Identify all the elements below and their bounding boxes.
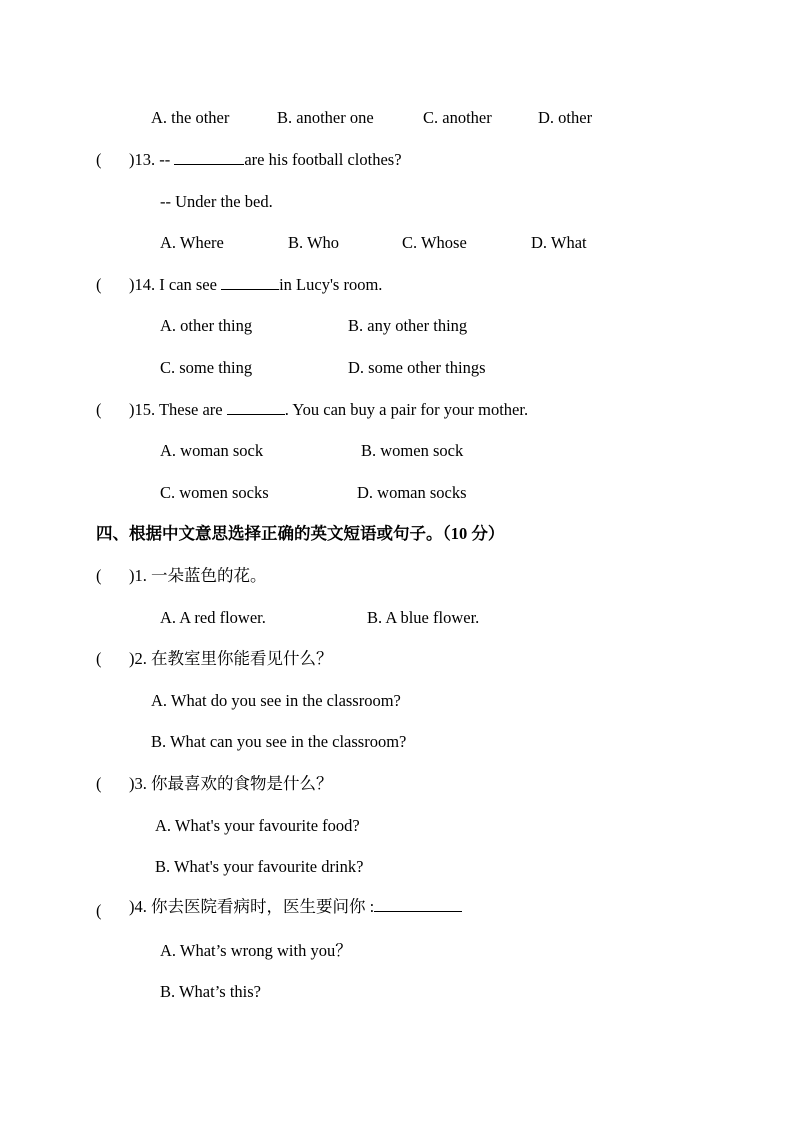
s4-q2-option-b: B. What can you see in the classroom? xyxy=(151,732,407,751)
q13-answer-line: -- Under the bed. xyxy=(160,192,273,211)
q14-blank xyxy=(221,289,279,290)
section-4-heading: 四、根据中文意思选择正确的英文短语或句子。（10 分） xyxy=(96,524,505,543)
s4-q4-answer-paren: ( xyxy=(96,901,102,920)
s4-q1-option-b: B. A blue flower. xyxy=(367,608,480,627)
q15-option-a: A. woman sock xyxy=(160,441,264,460)
q14-option-b: B. any other thing xyxy=(348,316,468,335)
q15-stem-suffix: . You can buy a pair for your mother. xyxy=(284,400,529,419)
q13-option-a: A. Where xyxy=(160,233,224,252)
q15-stem-prefix: )15. These are xyxy=(129,400,227,419)
s4-q3-stem: )3. 你最喜欢的食物是什么？ xyxy=(129,774,333,793)
q15-stem xyxy=(129,400,528,420)
q13-stem-suffix: are his football clothes? xyxy=(244,150,402,169)
q13-blank xyxy=(174,164,244,165)
q14-option-c: C. some thing xyxy=(160,358,253,377)
q14-stem xyxy=(129,275,382,295)
s4-q3-option-b: B. What's your favourite drink? xyxy=(155,857,364,876)
s4-q4-option-a: A. What’s wrong with you？ xyxy=(160,941,352,960)
q14-answer-paren: ( xyxy=(96,275,102,294)
s4-q1-answer-paren: ( xyxy=(96,566,102,585)
q14-stem-suffix: in Lucy's room. xyxy=(279,275,383,294)
q15-blank xyxy=(227,414,285,415)
q12-option-b: B. another one xyxy=(277,108,374,127)
q13-stem xyxy=(129,150,402,170)
s4-q4-blank xyxy=(374,911,462,912)
s4-q4-stem-text: )4. 你去医院看病时，医生要问你 : xyxy=(129,897,375,916)
q14-option-a: A. other thing xyxy=(160,316,253,335)
q13-answer-paren: ( xyxy=(96,150,102,169)
s4-q2-stem: )2. 在教室里你能看见什么？ xyxy=(129,649,333,668)
q15-option-b: B. women sock xyxy=(361,441,464,460)
s4-q4-option-b: B. What’s this? xyxy=(160,982,261,1001)
q12-option-c: C. another xyxy=(423,108,492,127)
s4-q2-answer-paren: ( xyxy=(96,649,102,668)
q13-option-c: C. Whose xyxy=(402,233,467,252)
q14-stem-prefix: )14. I can see xyxy=(129,275,222,294)
s4-q4-stem xyxy=(129,897,462,917)
q13-option-d: D. What xyxy=(531,233,587,252)
s4-q1-stem: )1. 一朵蓝色的花。 xyxy=(129,566,267,585)
q15-option-c: C. women socks xyxy=(160,483,269,502)
s4-q3-option-a: A. What's your favourite food? xyxy=(155,816,360,835)
s4-q2-option-a: A. What do you see in the classroom? xyxy=(151,691,401,710)
s4-q3-answer-paren: ( xyxy=(96,774,102,793)
q12-option-d: D. other xyxy=(538,108,593,127)
q15-answer-paren: ( xyxy=(96,400,102,419)
s4-q1-option-a: A. A red flower. xyxy=(160,608,266,627)
q14-option-d: D. some other things xyxy=(348,358,486,377)
q15-option-d: D. woman socks xyxy=(357,483,467,502)
q13-stem-prefix: )13. -- xyxy=(129,150,175,169)
q12-option-a: A. the other xyxy=(151,108,230,127)
q13-option-b: B. Who xyxy=(288,233,340,252)
